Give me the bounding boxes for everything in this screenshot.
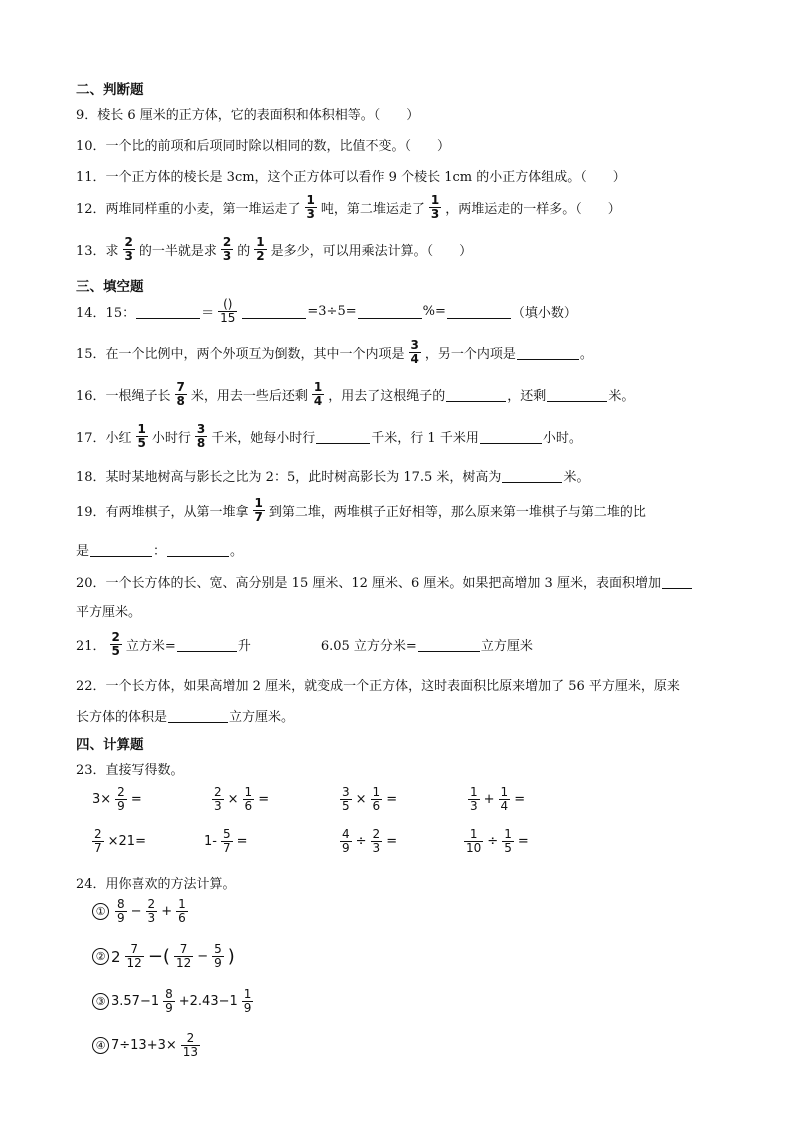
answer-blank[interactable] xyxy=(90,542,152,557)
question-22-continued: 长方体的体积是 立方厘米。 xyxy=(76,710,295,725)
calc-expression-1: ① $\frac{8}{9}$ − $\frac{2}{3}$ + $\frac{1}{6}$ xyxy=(92,898,192,925)
answer-blank[interactable] xyxy=(662,574,692,589)
fraction: $\frac{()}{15}$ xyxy=(220,297,236,325)
fraction: $\frac{1}{4}$ xyxy=(313,380,323,408)
calc-item: 3× $\frac{2}{9}$ = xyxy=(92,785,142,813)
section-heading-calc: 四、计算题 xyxy=(76,737,144,753)
question-10: 10．一个比的前项和后项同时除以相同的数，比值不变。（ ） xyxy=(76,139,451,154)
fraction: $\frac{8}{9}$ xyxy=(117,897,125,925)
question-15: 15．在一个比例中，两个外项互为倒数，其中一个内项是 $\frac{3}{4}$ ，另一个内项是 。 xyxy=(76,338,593,366)
fraction: $\frac{2}{5}$ xyxy=(111,630,120,658)
answer-blank[interactable] xyxy=(480,429,542,444)
fraction: $\frac{7}{8}$ xyxy=(176,380,185,408)
fraction: $\frac{2}{3}$ xyxy=(214,785,222,813)
fraction: $\frac{1}{3}$ xyxy=(430,193,440,221)
fraction: $\frac{1}{10}$ xyxy=(466,827,482,855)
fraction: $\frac{1}{6}$ xyxy=(178,897,186,925)
fraction: $\frac{1}{7}$ xyxy=(254,496,263,524)
fraction: $\frac{3}{8}$ xyxy=(196,422,206,450)
fraction: $\frac{7}{12}$ xyxy=(175,942,192,970)
circled-number: ② xyxy=(92,948,109,965)
answer-blank[interactable] xyxy=(547,387,607,402)
answer-blank[interactable] xyxy=(418,637,480,652)
fraction: $\frac{1}{2}$ xyxy=(256,235,265,263)
question-9: 9．棱长 6 厘米的正方体，它的表面积和体积相等。（ ） xyxy=(76,108,420,123)
question-22: 22．一个长方体，如果高增加 2 厘米，就变成一个正方体，这时表面积比原来增加了 56 平方厘米，原来 xyxy=(76,679,680,694)
fraction: $\frac{1}{4}$ xyxy=(500,785,509,813)
answer-blank[interactable] xyxy=(502,468,562,483)
question-23-title: 23．直接写得数。 xyxy=(76,763,184,778)
fraction: $\frac{2}{9}$ xyxy=(117,785,125,813)
fraction: $\frac{1}{9}$ xyxy=(243,987,252,1015)
fraction: $\frac{1}{5}$ xyxy=(137,422,146,450)
calc-item: $\frac{2}{3}$ × $\frac{1}{6}$ = xyxy=(214,785,270,813)
question-18: 18．某时某地树高与影长之比为 2：5，此时树高影长为 17.5 米，树高为 米。 xyxy=(76,470,590,485)
section-heading-judge: 二、判断题 xyxy=(76,82,144,98)
fraction: $\frac{5}{7}$ xyxy=(222,827,231,855)
calc-expression-2: ② 2 $\frac{7}{12}$ −( $\frac{7}{12}$ − $\frac{5}{9}$ ) xyxy=(92,943,235,970)
fraction: $\frac{1}{6}$ xyxy=(244,785,253,813)
calc-item: 1- $\frac{5}{7}$ = xyxy=(204,827,248,855)
answer-blank[interactable] xyxy=(136,304,200,319)
answer-blank[interactable] xyxy=(447,304,511,319)
question-19: 19．有两堆棋子，从第一堆拿 $\frac{1}{7}$ 到第二堆，两堆棋子正好相等，那么原来第一堆棋子与第二堆的比 xyxy=(76,496,646,524)
fraction: $\frac{1}{3}$ xyxy=(306,193,315,221)
question-16: 16．一根绳子长 $\frac{7}{8}$ 米，用去一些后还剩 $\frac{1}{4}$ ，用去了这根绳子的 ，还剩 米。 xyxy=(76,380,635,408)
answer-blank[interactable] xyxy=(167,542,229,557)
question-21: 21． $\frac{2}{5}$ 立方米= 升 6.05 立方分米= 立方厘米 xyxy=(76,630,533,658)
fraction: $\frac{4}{9}$ xyxy=(342,827,350,855)
fraction: $\frac{2}{13}$ xyxy=(182,1031,199,1059)
question-14: 14．15： ＝ $\frac{()}{15}$ =3÷5= %= （填小数） xyxy=(76,297,577,325)
question-17: 17．小红 $\frac{1}{5}$ 小时行 $\frac{3}{8}$ 千米，她每小时行 千米，行 1 千米用 小时。 xyxy=(76,422,582,450)
circled-number: ① xyxy=(92,903,109,920)
question-11: 11．一个正方体的棱长是 3cm，这个正方体可以看作 9 个棱长 1cm 的小正方体组成。（ ） xyxy=(76,170,626,185)
answer-blank[interactable] xyxy=(242,304,306,319)
question-19-continued: 是 ： 。 xyxy=(76,544,244,559)
fraction: $\frac{1}{6}$ xyxy=(372,785,381,813)
question-20: 20．一个长方体的长、宽、高分别是 15 厘米、12 厘米、6 厘米。如果把高增加 3 厘米，表面积增加 xyxy=(76,572,693,591)
fraction: $\frac{7}{12}$ xyxy=(126,942,142,970)
answer-blank[interactable] xyxy=(168,708,228,723)
calc-item: $\frac{4}{9}$ ÷ $\frac{2}{3}$ = xyxy=(342,827,398,855)
question-13: 13．求 $\frac{2}{3}$ 的一半就是求 $\frac{2}{3}$ 的 $\frac{1}{2}$ 是多少，可以用乘法计算。（ ） xyxy=(76,235,473,263)
section-heading-fill: 三、填空题 xyxy=(76,279,144,295)
fraction: $\frac{8}{9}$ xyxy=(165,987,173,1015)
calc-item: $\frac{1}{10}$ ÷ $\frac{1}{5}$ = xyxy=(466,827,529,855)
fraction: $\frac{2}{3}$ xyxy=(124,235,133,263)
fraction: $\frac{2}{7}$ xyxy=(94,827,102,855)
answer-blank[interactable] xyxy=(446,387,506,402)
calc-expression-4: ④ 7÷13+3× $\frac{2}{13}$ xyxy=(92,1032,204,1059)
circled-number: ④ xyxy=(92,1037,109,1054)
question-24-title: 24．用你喜欢的方法计算。 xyxy=(76,877,236,892)
answer-blank[interactable] xyxy=(517,345,579,360)
answer-blank[interactable] xyxy=(358,304,422,319)
fraction: $\frac{3}{4}$ xyxy=(410,338,419,366)
calc-item: $\frac{3}{5}$ × $\frac{1}{6}$ = xyxy=(342,785,398,813)
question-20-continued: 平方厘米。 xyxy=(76,605,142,620)
question-12: 12．两堆同样重的小麦，第一堆运走了 $\frac{1}{3}$ 吨，第二堆运走了 $\frac{1}{3}$ ，两堆运走的一样多。（ ） xyxy=(76,193,621,221)
fraction: $\frac{2}{3}$ xyxy=(147,897,156,925)
answer-blank[interactable] xyxy=(316,429,370,444)
calc-item: $\frac{1}{3}$ + $\frac{1}{4}$ = xyxy=(470,785,526,813)
fraction: $\frac{1}{3}$ xyxy=(470,785,478,813)
calc-item: $\frac{2}{7}$ ×21= xyxy=(94,827,146,855)
fraction: $\frac{5}{9}$ xyxy=(214,942,222,970)
calc-expression-3: ③ 3.57−1 $\frac{8}{9}$ +2.43−1 $\frac{1}{9}$ xyxy=(92,988,257,1015)
circled-number: ③ xyxy=(92,993,109,1010)
fraction: $\frac{2}{3}$ xyxy=(222,235,232,263)
fraction: $\frac{1}{5}$ xyxy=(504,827,512,855)
answer-blank[interactable] xyxy=(177,637,237,652)
fraction: $\frac{2}{3}$ xyxy=(372,827,381,855)
fraction: $\frac{3}{5}$ xyxy=(342,785,350,813)
